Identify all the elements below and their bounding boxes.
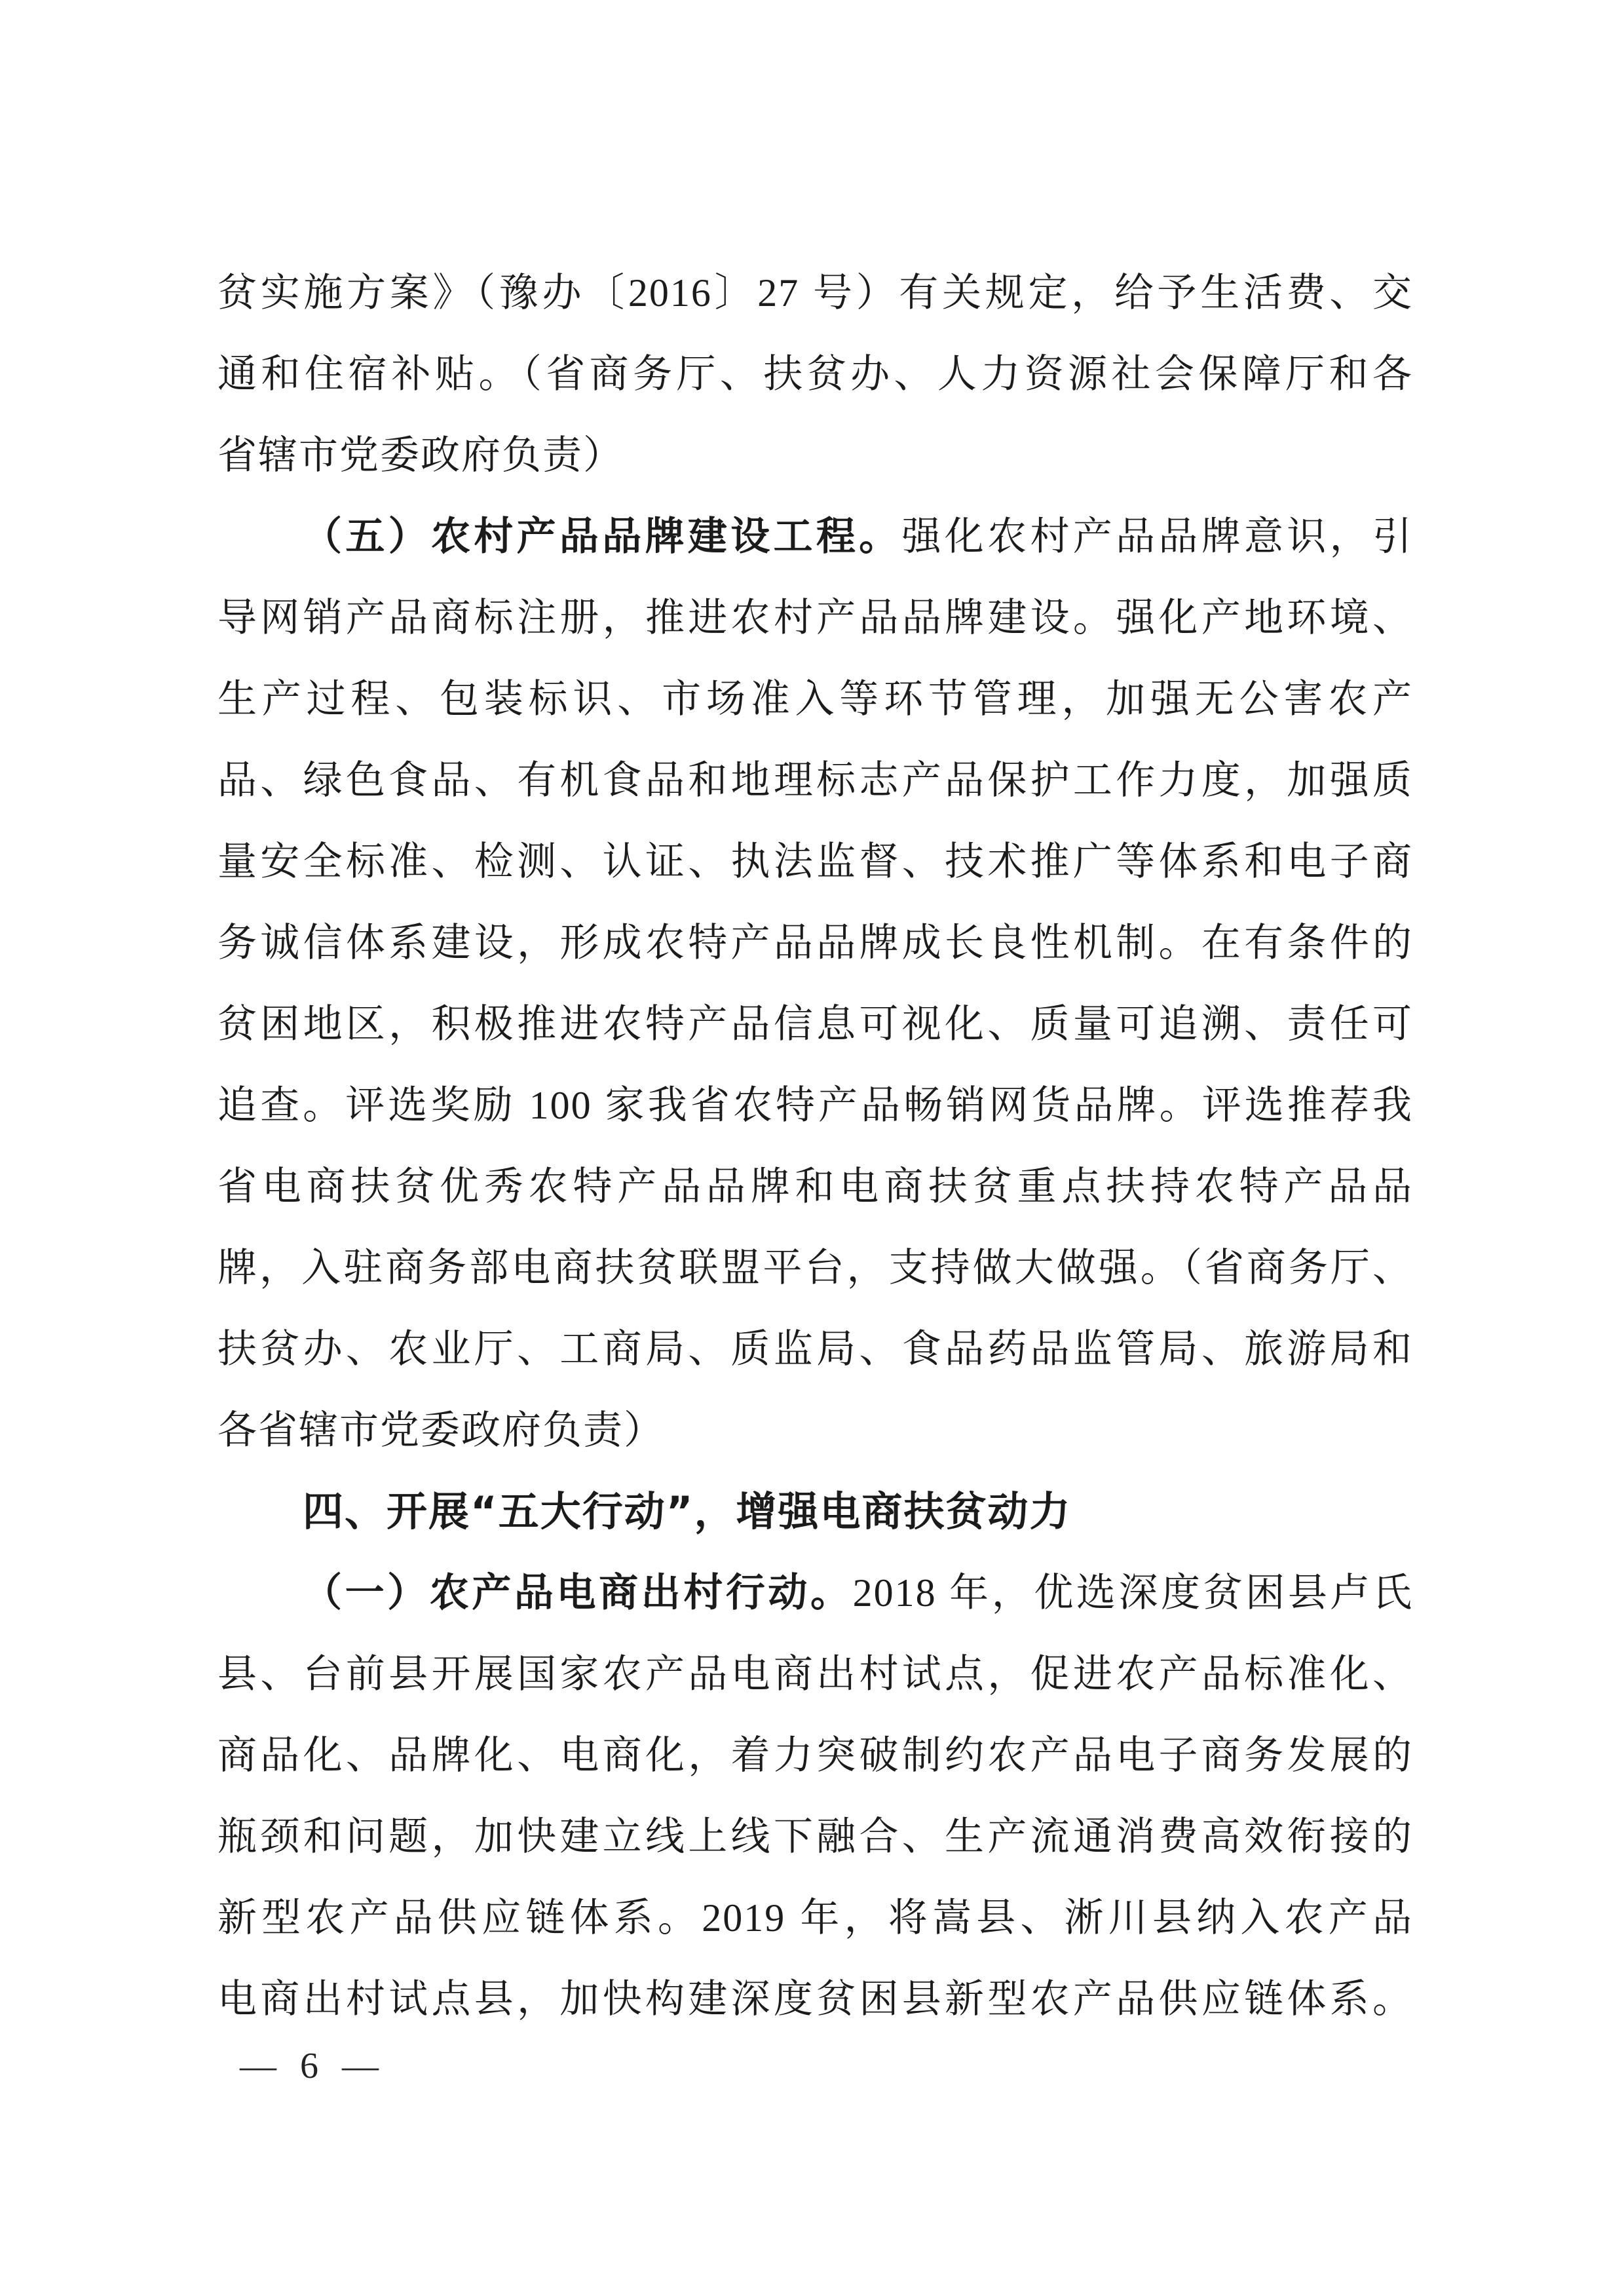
page-number	[240, 2043, 379, 2089]
text-line: 电商出村试点县，加快构建深度贫困县新型农产品供应链体系。	[217, 1978, 1413, 2021]
text-line: 导网销产品商标注册，推进农村产品品牌建设。强化产地环境、	[217, 596, 1413, 640]
text-line: 贫困地区，积极推进农特产品信息可视化、质量可追溯、责任可	[217, 1003, 1413, 1046]
document-body	[217, 252, 1413, 2040]
text-line	[217, 1552, 1413, 1634]
text-line: 新型农产品供应链体系。2019 年，将嵩县、淅川县纳入农产品	[217, 1896, 1413, 1940]
text-line: 追查。评选奖励 100 家我省农特产品畅销网货品牌。评选推荐我	[217, 1084, 1413, 1127]
text-line: 贫实施方案》（豫办〔2016〕27 号）有关规定，给予生活费、交	[217, 271, 1413, 315]
page-number-dash-right: —	[342, 2046, 379, 2086]
text-line: 省辖市党委政府负责）	[217, 434, 624, 477]
text-line: 务诚信体系建设，形成农特产品品牌成长良性机制。在有条件的	[217, 921, 1413, 965]
page-number-dash-left: —	[240, 2046, 276, 2086]
text-line: 量安全标准、检测、认证、执法监督、技术推广等体系和电子商	[217, 840, 1413, 883]
text-line: 县、台前县开展国家农产品电商出村试点，促进农产品标准化、	[217, 1653, 1413, 1696]
item-heading-5: （五）农村产品品牌建设工程。	[303, 515, 902, 558]
text-line: 瓶颈和问题，加快建立线上线下融合、生产流通消费高效衔接的	[217, 1815, 1413, 1858]
text-line: 商品化、品牌化、电商化，着力突破制约农产品电子商务发展的	[217, 1734, 1413, 1777]
text-line: 扶贫办、农业厅、工商局、质监局、食品药品监管局、旅游局和	[217, 1328, 1413, 1371]
text-line: 品、绿色食品、有机食品和地理标志产品保护工作力度，加强质	[217, 759, 1413, 802]
text-segment: 强化农村产品品牌意识，引	[901, 515, 1413, 558]
text-line: 各省辖市党委政府负责）	[217, 1409, 664, 1452]
text-line: 牌，入驻商务部电商扶贫联盟平台，支持做大做强。（省商务厅、	[217, 1246, 1413, 1290]
text-line: 通和住宿补贴。（省商务厅、扶贫办、人力资源社会保障厅和各	[217, 353, 1413, 396]
item-heading-1: （一）农产品电商出村行动。	[303, 1571, 853, 1615]
text-line: 省电商扶贫优秀农特产品品牌和电商扶贫重点扶持农特产品品	[217, 1165, 1413, 1208]
text-line	[217, 496, 1413, 577]
text-line: 生产过程、包装标识、市场准入等环节管理，加强无公害农产	[217, 678, 1413, 721]
section-heading-4: 四、开展“五大行动”，增强电商扶贫动力	[303, 1487, 1072, 1535]
page-number-value: 6	[300, 2046, 318, 2086]
text-segment: 2018 年，优选深度贫困县卢氏	[852, 1571, 1413, 1615]
